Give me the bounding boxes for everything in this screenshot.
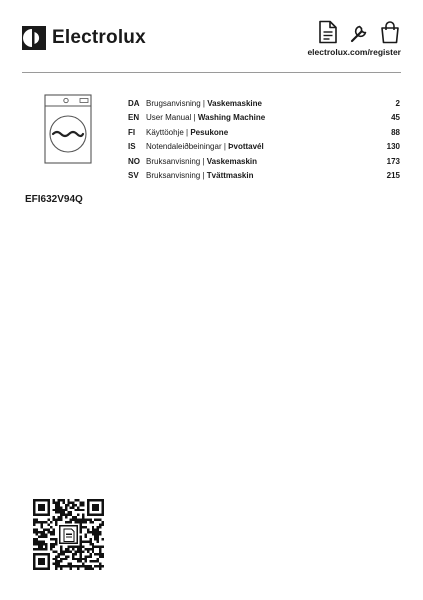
language-code: FI — [128, 127, 136, 137]
page-number: 173 — [386, 156, 400, 166]
toc-row[interactable] — [128, 111, 400, 125]
page-number: 45 — [391, 113, 400, 123]
document-icon — [317, 20, 339, 44]
electrolux-logo-icon — [22, 26, 46, 50]
brand-name: Electrolux — [52, 27, 146, 48]
language-code: NO — [128, 156, 140, 166]
toc-row[interactable] — [128, 126, 400, 140]
page-number: 130 — [386, 142, 400, 152]
brand-logo — [22, 26, 146, 50]
model-number: EFI632V94Q — [25, 194, 83, 205]
wrench-icon — [348, 20, 370, 44]
language-code: DA — [128, 99, 140, 108]
page-number: 2 — [395, 99, 400, 108]
toc-row[interactable] — [128, 155, 400, 169]
washing-machine-icon — [44, 94, 92, 164]
toc-row[interactable] — [128, 97, 400, 111]
toc-title: Notendaleiðbeiningar | Þvottavél — [146, 142, 264, 152]
toc-title: Bruksanvisning | Tvättmaskin — [146, 171, 254, 181]
page-number: 215 — [386, 171, 400, 181]
page-number: 88 — [391, 127, 400, 137]
toc-row[interactable] — [128, 169, 400, 183]
language-code: EN — [128, 113, 140, 123]
language-contents-table — [128, 97, 400, 183]
language-code: SV — [128, 171, 139, 181]
toc-title: Bruksanvisning | Vaskemaskin — [146, 156, 258, 166]
language-code: IS — [128, 142, 136, 152]
qr-code-icon[interactable] — [33, 499, 104, 570]
shopping-bag-icon — [379, 20, 401, 44]
toc-title: User Manual | Washing Machine — [146, 113, 266, 123]
register-link[interactable]: electrolux.com/register — [307, 47, 401, 57]
toc-row[interactable] — [128, 140, 400, 154]
toc-title: Käyttöohje | Pesukone — [146, 127, 229, 137]
header-divider — [22, 72, 401, 73]
header-icons — [317, 20, 401, 44]
toc-title: Brugsanvisning | Vaskemaskine — [146, 99, 262, 108]
